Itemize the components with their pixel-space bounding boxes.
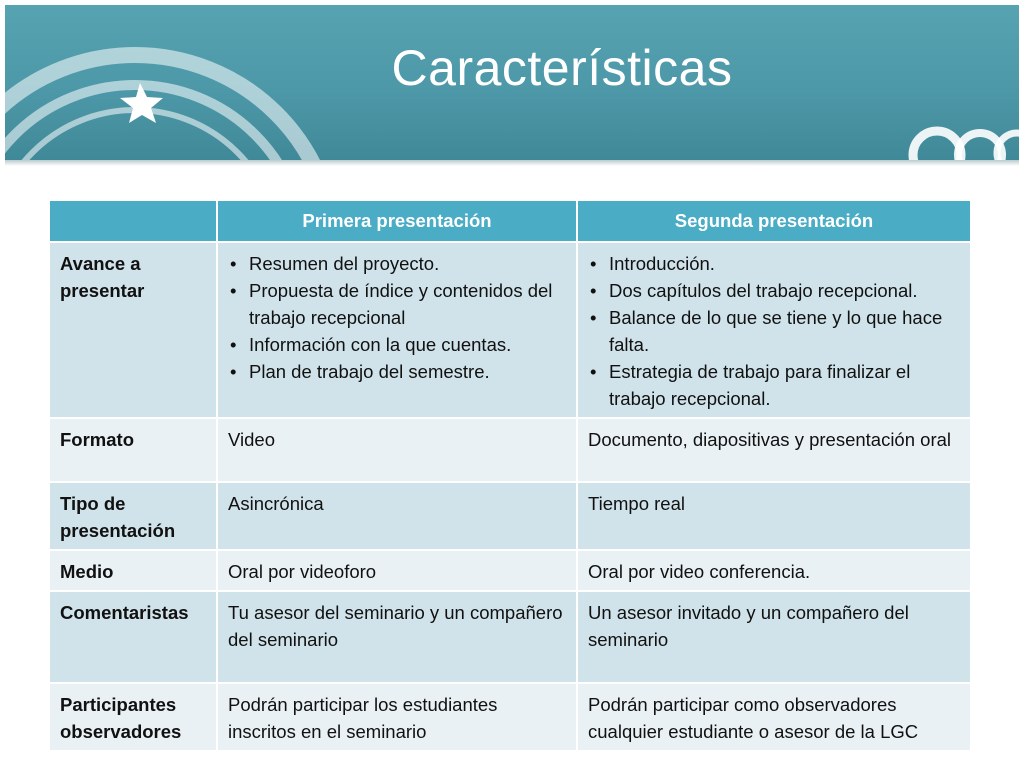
slide-title: Características [391,40,733,96]
slide-header-band [5,5,1019,162]
list-item: • Introducción. [588,250,960,277]
header-segunda: Segunda presentación [577,200,971,242]
cell-primera: Video [217,418,577,482]
row-label: Tipo de presentación [49,482,217,550]
characteristics-table [48,199,972,752]
table-row [49,683,971,751]
bullet-list [588,250,960,412]
table-row [49,482,971,550]
header-primera: Primera presentación [217,200,577,242]
row-label: Formato [49,418,217,482]
list-item: • Estrategia de trabajo para finalizar el trabajo recepcional. [588,358,960,412]
table-row [49,550,971,591]
list-item: • Dos capítulos del trabajo recepcional. [588,277,960,304]
cell-primera: Asincrónica [217,482,577,550]
cell-segunda: Oral por video conferencia. [577,550,971,591]
row-label: Avance a presentar [49,242,217,418]
cell-primera: Podrán participar los estudiantes inscritos en el seminario [217,683,577,751]
table-row [49,418,971,482]
cell-primera: Oral por videoforo [217,550,577,591]
row-label: Participantes observadores [49,683,217,751]
list-item: • Balance de lo que se tiene y lo que hace falta. [588,304,960,358]
list-item: • Plan de trabajo del semestre. [228,358,566,385]
cell-segunda: Podrán participar como observadores cualquier estudiante o asesor de la LGC [577,683,971,751]
cell-segunda: Tiempo real [577,482,971,550]
circles-decoration [913,131,1019,162]
header-empty-cell [49,200,217,242]
cell-segunda [577,242,971,418]
cell-primera: Tu asesor del seminario y un compañero del seminario [217,591,577,683]
table-header-row [49,200,971,242]
header-shadow [5,160,1019,166]
cell-primera [217,242,577,418]
cell-segunda: Documento, diapositivas y presentación oral [577,418,971,482]
list-item: • Información con la que cuentas. [228,331,566,358]
bullet-list [228,250,566,385]
row-label: Medio [49,550,217,591]
table-row [49,242,971,418]
list-item: • Resumen del proyecto. [228,250,566,277]
cell-segunda: Un asesor invitado y un compañero del seminario [577,591,971,683]
row-label: Comentaristas [49,591,217,683]
list-item: • Propuesta de índice y contenidos del trabajo recepcional [228,277,566,331]
table-row [49,591,971,683]
